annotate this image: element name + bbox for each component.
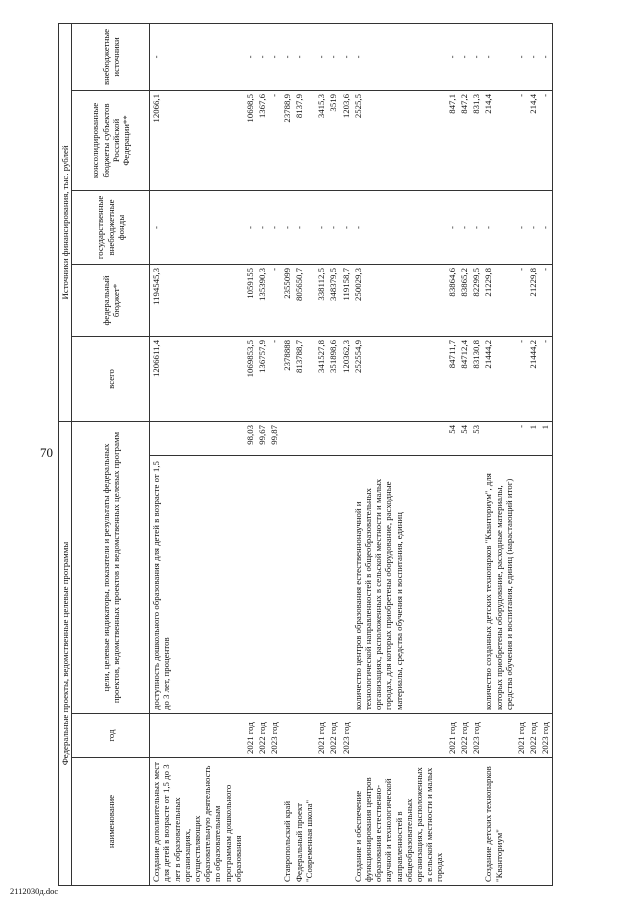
row-total: 2378888 (281, 336, 293, 421)
row-total: 21444,2 (527, 336, 539, 421)
row-extra: - (293, 23, 315, 90)
header-total: всего (72, 336, 150, 421)
header-group-projects: Федеральные проекты, ведомственные целевые программы (59, 421, 72, 885)
header-name: наименование (72, 758, 150, 886)
row-goal: количество центров образования естественнонаучной и технологической направленностей в общеобразовательных организациях, расположенных в сельской местности и малых городах, для которых приобретены оборудование, расходные материалы, средства обучения и воспитания, единиц (352, 456, 446, 714)
row-extra: - (352, 23, 446, 90)
row-goal-value (293, 421, 315, 455)
table-row (446, 23, 458, 885)
table-row (315, 23, 327, 885)
row-extra: - (268, 23, 280, 90)
row-year: 2023 год (340, 714, 352, 758)
row-state-funds: - (150, 190, 244, 264)
row-goal (539, 456, 552, 714)
row-federal: 1194545,3 (150, 264, 244, 336)
row-extra: - (256, 23, 268, 90)
row-regional: - (515, 90, 527, 190)
row-regional: 2525,5 (352, 90, 446, 190)
row-federal: 338112,5 (315, 264, 327, 336)
row-total: - (268, 336, 280, 421)
header-extra: внебюджетные источники (72, 23, 150, 90)
row-state-funds: - (327, 190, 339, 264)
row-extra: - (150, 23, 244, 90)
row-regional: 12066,1 (150, 90, 244, 190)
row-extra: - (340, 23, 352, 90)
row-state-funds: - (352, 190, 446, 264)
table-row (458, 23, 470, 885)
row-year: 2023 год (470, 714, 482, 758)
row-name (539, 758, 552, 886)
row-regional: - (539, 90, 552, 190)
row-goal: доступность дошкольного образования для детей в возрасте от 1,5 до 3 лет, процентов (150, 456, 244, 714)
row-total: 120362,3 (340, 336, 352, 421)
header-federal: федеральный бюджет* (72, 264, 150, 336)
row-state-funds: - (256, 190, 268, 264)
row-goal-value (150, 421, 244, 455)
row-federal: 348379,5 (327, 264, 339, 336)
row-regional: 214,4 (527, 90, 539, 190)
file-id: 2112030д.doc (10, 886, 59, 896)
row-name (446, 758, 458, 886)
table-row (340, 23, 352, 885)
row-federal: 2355099 (281, 264, 293, 336)
row-year (352, 714, 446, 758)
table-row (256, 23, 268, 885)
row-goal: количество созданных детских технопарков "Кванториум", для которых приобретены оборудование, расходные материалы, средства обучения и воспитания, единиц (нарастающий итог) (482, 456, 515, 714)
row-goal-value: 53 (470, 421, 482, 455)
row-total: 252554,9 (352, 336, 446, 421)
row-name (327, 758, 339, 886)
row-year: 2022 год (527, 714, 539, 758)
row-year: 2022 год (458, 714, 470, 758)
row-state-funds: - (268, 190, 280, 264)
row-year: 2021 год (515, 714, 527, 758)
row-goal (327, 456, 339, 714)
row-name (340, 758, 352, 886)
table-row (482, 23, 515, 885)
row-state-funds: - (281, 190, 293, 264)
row-regional: 8137,9 (293, 90, 315, 190)
header-goals: цели, целевые индикаторы, показатели и результаты федеральных проектов, ведомственных проектов и ведомственных целевых программ (72, 421, 150, 713)
row-federal: 135390,3 (256, 264, 268, 336)
row-year (293, 714, 315, 758)
financing-table (58, 23, 553, 886)
row-federal: 250029,3 (352, 264, 446, 336)
table-row (293, 23, 315, 885)
row-goal (293, 456, 315, 714)
header-year: год (72, 714, 150, 758)
row-regional: 23788,9 (281, 90, 293, 190)
row-goal-value: 1 (527, 421, 539, 455)
row-regional: 1367,6 (256, 90, 268, 190)
table-row (268, 23, 280, 885)
row-total: 341527,8 (315, 336, 327, 421)
row-extra: - (327, 23, 339, 90)
table-row (352, 23, 446, 885)
table-row (327, 23, 339, 885)
row-federal: 119158,7 (340, 264, 352, 336)
row-state-funds: - (527, 190, 539, 264)
row-goal (527, 456, 539, 714)
row-regional: 214,4 (482, 90, 515, 190)
row-total: 83130,8 (470, 336, 482, 421)
row-year: 2023 год (539, 714, 552, 758)
row-federal: - (515, 264, 527, 336)
row-name (244, 758, 256, 886)
row-goal (458, 456, 470, 714)
row-year: 2022 год (327, 714, 339, 758)
header-state-funds: государственные внебюджетные фонды (72, 190, 150, 264)
row-name: Федеральный проект "Современная школа" (293, 758, 315, 886)
row-name (315, 758, 327, 886)
row-goal-value: 54 (458, 421, 470, 455)
row-goal (256, 456, 268, 714)
table-row (244, 23, 256, 885)
row-goal (340, 456, 352, 714)
row-federal: 83865,2 (458, 264, 470, 336)
row-state-funds: - (515, 190, 527, 264)
table-row (150, 23, 244, 885)
row-goal-value: 98,03 (244, 421, 256, 455)
table-row (527, 23, 539, 885)
row-name: Создание детских технопарков "Кванториум" (482, 758, 515, 886)
header-group-financing: Источники финансирования, тыс. рублей (59, 23, 72, 421)
row-goal (470, 456, 482, 714)
row-name (470, 758, 482, 886)
row-regional: 847,1 (446, 90, 458, 190)
row-total: 84711,7 (446, 336, 458, 421)
header-regional: консолидированные бюджеты субъектов Российской Федерации** (72, 90, 150, 190)
row-total: 1069853,5 (244, 336, 256, 421)
row-extra: - (315, 23, 327, 90)
row-year: 2021 год (244, 714, 256, 758)
row-total: 136757,9 (256, 336, 268, 421)
row-extra: - (515, 23, 527, 90)
table-row (515, 23, 527, 885)
table-row (281, 23, 293, 885)
row-goal-value: 54 (446, 421, 458, 455)
row-federal: 21229,8 (482, 264, 515, 336)
row-name: Ставропольский край (281, 758, 293, 886)
row-regional: 831,3 (470, 90, 482, 190)
row-goal-value (281, 421, 293, 455)
row-goal-value (340, 421, 352, 455)
row-goal-value: - (515, 421, 527, 455)
row-extra: - (539, 23, 552, 90)
row-goal-value (482, 421, 515, 455)
row-state-funds: - (470, 190, 482, 264)
row-state-funds: - (315, 190, 327, 264)
row-name (515, 758, 527, 886)
row-extra: - (458, 23, 470, 90)
table-row (539, 23, 552, 885)
row-goal-value: 1 (539, 421, 552, 455)
row-state-funds: - (340, 190, 352, 264)
row-regional: 1203,6 (340, 90, 352, 190)
row-goal (446, 456, 458, 714)
row-federal: - (268, 264, 280, 336)
row-extra: - (482, 23, 515, 90)
row-year (150, 714, 244, 758)
row-goal (315, 456, 327, 714)
row-goal-value (352, 421, 446, 455)
row-goal-value: 99,67 (256, 421, 268, 455)
row-year: 2022 год (256, 714, 268, 758)
row-federal: 82299,5 (470, 264, 482, 336)
row-total: - (515, 336, 527, 421)
row-goal-value (315, 421, 327, 455)
table-row (470, 23, 482, 885)
row-name (256, 758, 268, 886)
row-extra: - (446, 23, 458, 90)
row-name (527, 758, 539, 886)
row-total: - (539, 336, 552, 421)
row-extra: - (281, 23, 293, 90)
row-regional: 10698,5 (244, 90, 256, 190)
row-extra: - (244, 23, 256, 90)
row-year: 2023 год (268, 714, 280, 758)
row-goal-value (327, 421, 339, 455)
row-total: 21444,2 (482, 336, 515, 421)
row-regional: 3519 (327, 90, 339, 190)
row-federal: - (539, 264, 552, 336)
row-state-funds: - (458, 190, 470, 264)
row-year: 2021 год (315, 714, 327, 758)
row-regional: - (268, 90, 280, 190)
row-goal (515, 456, 527, 714)
row-state-funds: - (244, 190, 256, 264)
row-goal (281, 456, 293, 714)
row-name (458, 758, 470, 886)
row-year (482, 714, 515, 758)
row-total: 351898,6 (327, 336, 339, 421)
row-goal-value: 99,87 (268, 421, 280, 455)
row-year (281, 714, 293, 758)
row-name (268, 758, 280, 886)
row-goal (268, 456, 280, 714)
row-regional: 3415,3 (315, 90, 327, 190)
row-extra: - (470, 23, 482, 90)
row-name: Создание и обеспечение функционирования центров образования естественно-научной и технологической направленностей в общеобразовательных организациях, расположенных в сельской местности и малых городах (352, 758, 446, 886)
row-total: 1206611,4 (150, 336, 244, 421)
row-state-funds: - (482, 190, 515, 264)
rotated-document (58, 24, 628, 886)
row-federal: 1059155 (244, 264, 256, 336)
row-name: Создание дополнительных мест для детей в возрасте от 1,5 до 3 лет в образовательных организациях, осуществляющих образовательную деятельность по образовательным программам дошкольного образования (150, 758, 244, 886)
row-regional: 847,2 (458, 90, 470, 190)
row-total: 813788,7 (293, 336, 315, 421)
row-federal: 805650,7 (293, 264, 315, 336)
row-extra: - (527, 23, 539, 90)
row-state-funds: - (446, 190, 458, 264)
row-year: 2021 год (446, 714, 458, 758)
row-goal (244, 456, 256, 714)
row-total: 84712,4 (458, 336, 470, 421)
row-state-funds: - (293, 190, 315, 264)
row-federal: 21229,8 (527, 264, 539, 336)
row-state-funds: - (539, 190, 552, 264)
row-federal: 83864,6 (446, 264, 458, 336)
page-number: 70 (40, 445, 53, 460)
